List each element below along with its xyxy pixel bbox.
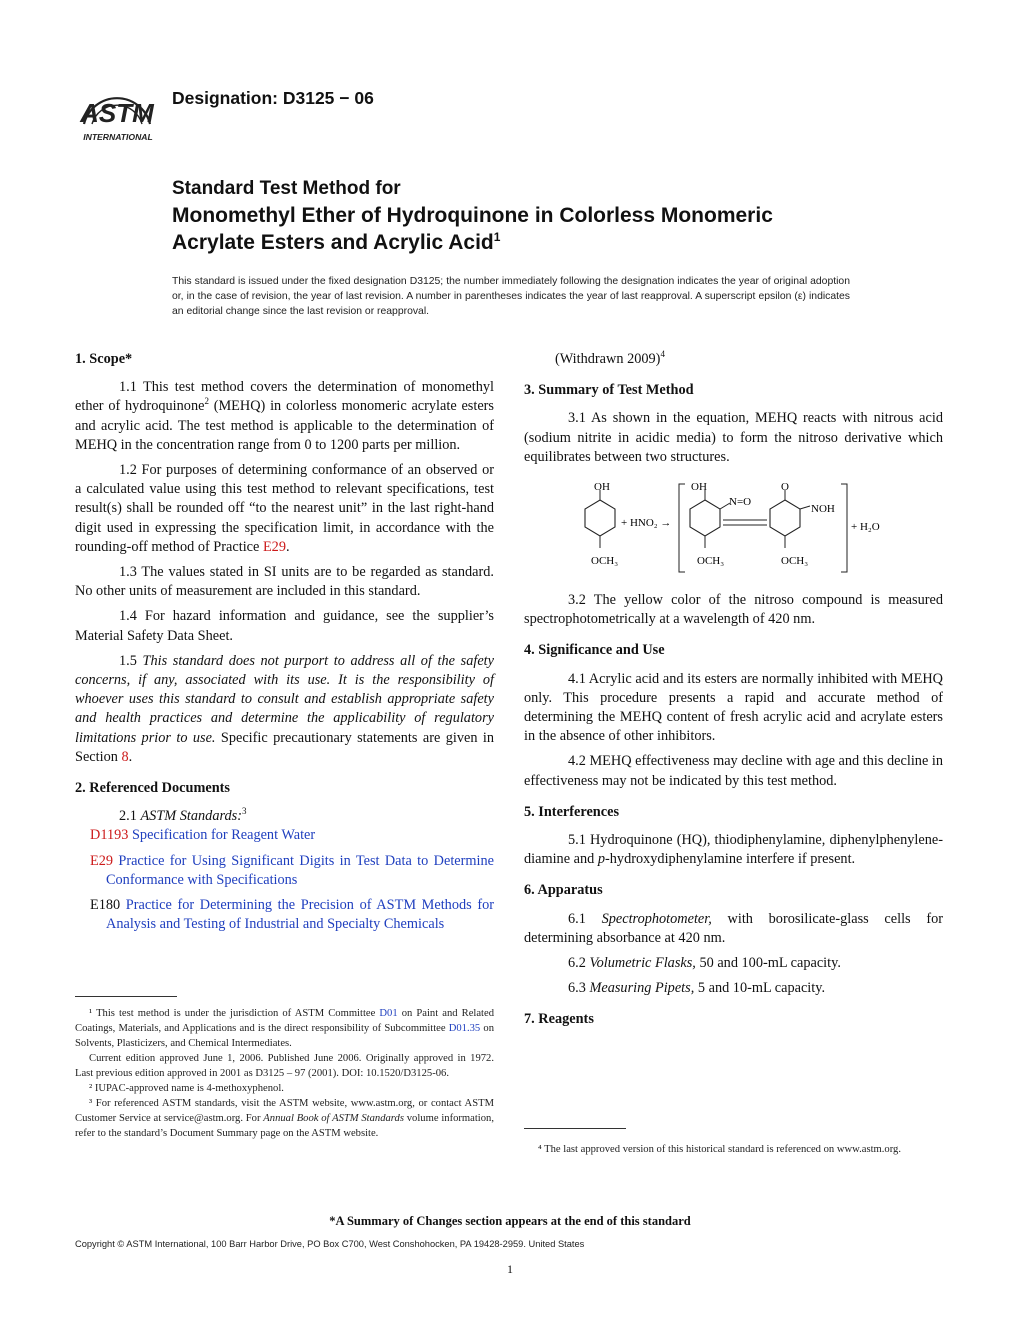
- chemical-equation: [575, 480, 895, 580]
- link-d1193-title[interactable]: Specification for Reagent Water: [128, 827, 316, 844]
- title-footnote-mark[interactable]: 1: [493, 230, 501, 244]
- paragraph-4-1: 4.1 Acrylic acid and its esters are normally inhibited with MEHQ only. This procedure presents a rapid and accurate method of determining the MEHQ content of fresh acrylic acid and acrylate esters in the absence of other inhibitors.: [524, 670, 943, 745]
- left-column: [75, 350, 494, 940]
- document-title: [172, 175, 952, 256]
- product2-o: O: [781, 481, 789, 493]
- paragraph-4-2: 4.2 MEHQ effectiveness may decline with age and this decline in effectiveness may not be indicated by this test method.: [524, 753, 943, 789]
- link-section-8[interactable]: 8: [121, 748, 129, 765]
- reference-e29: [75, 852, 494, 890]
- paragraph-3-2: 3.2 The yellow color of the nitroso compound is measured spectrophotometrically at a wavelength of 420 nm.: [524, 592, 943, 628]
- footnotes-right: [524, 1142, 943, 1157]
- water-product: + H₂O: [851, 521, 880, 533]
- title-line-1: Standard Test Method for: [172, 178, 401, 199]
- footnote-1: ¹ This test method is under the jurisdiction of ASTM Committee D01 on Paint and Related Coatings, Materials, and Applications and is the direct responsibility of Subcommittee D01.35 on Solvents, Plasticizers, and Chemical Intermediates.: [75, 1008, 494, 1049]
- mehq-oh: OH: [594, 481, 610, 493]
- footnote-3: ³ For referenced ASTM standards, visit the ASTM website, www.astm.org, or contact ASTM Customer Service at service@astm.org. For Annual Book of ASTM Standards volume information, refer to the standard’s Document Summary page on the ASTM website.: [75, 1098, 494, 1139]
- title-line-3-text: Acrylate Esters and Acrylic Acid: [172, 231, 494, 254]
- equation-graphic: [575, 480, 895, 580]
- link-d01[interactable]: D01: [379, 1008, 398, 1019]
- footnote-rule-left: [75, 996, 177, 997]
- product2-och3: OCH₃: [781, 555, 809, 567]
- astm-logo: [74, 70, 160, 146]
- paragraph-1-3: 1.3 The values stated in SI units are to be regarded as standard. No other units of measurement are included in this standard.: [75, 564, 494, 600]
- product2-noh: NOH: [811, 503, 835, 515]
- designation: Designation: D3125 − 06: [172, 88, 374, 108]
- page-number: 1: [507, 1262, 513, 1276]
- reference-e180: [75, 896, 494, 934]
- footnote-ref-4[interactable]: 4: [660, 349, 665, 360]
- link-d1193[interactable]: D1193: [90, 827, 129, 844]
- section-heading-reagents: 7. Reagents: [524, 1011, 594, 1028]
- footnotes-left: [75, 1006, 494, 1141]
- footnote-1-edition: Current edition approved June 1, 2006. Published June 2006. Originally approved in 1972. Last previous edition approved in 2001 as D3125 – 97 (2001). DOI: 10.1520/D3125-06.: [75, 1053, 494, 1079]
- link-e29-ref[interactable]: E29: [90, 852, 114, 869]
- paragraph-6-3: 6.3 Measuring Pipets, 5 and 10-mL capacity.: [568, 980, 826, 997]
- title-line-2: Monomethyl Ether of Hydroquinone in Colorless Monomeric: [172, 204, 773, 227]
- mehq-och3: OCH₃: [591, 555, 619, 567]
- copyright: Copyright © ASTM International, 100 Barr Harbor Drive, PO Box C700, West Conshohocken, PA 19428-2959. United States: [75, 1239, 585, 1249]
- paragraph-6-2: 6.2 Volumetric Flasks, 50 and 100-mL capacity.: [568, 955, 841, 972]
- paragraph-3-1: 3.1 As shown in the equation, MEHQ reacts with nitrous acid (sodium nitrite in acidic media) to form the nitroso derivative which equilibrates between two structures.: [524, 410, 943, 465]
- summary-of-changes-note: *A Summary of Changes section appears at the end of this standard: [329, 1214, 691, 1228]
- reagent-label: + HNO₂ →: [621, 517, 672, 529]
- footnote-4: ⁴ The last approved version of this historical standard is referenced on www.astm.org.: [538, 1144, 902, 1155]
- paragraph-6-1: 6.1 Spectrophotometer, with borosilicate-glass cells for determining absorbance at 420 nm.: [524, 910, 943, 946]
- astm-logo-graphic: [74, 70, 160, 146]
- logo-text: ASTM: [80, 98, 154, 128]
- section-heading-significance: 4. Significance and Use: [524, 642, 665, 659]
- section-heading-apparatus: 6. Apparatus: [524, 882, 603, 899]
- product1-no: N=O: [729, 496, 752, 508]
- link-e180-title[interactable]: Practice for Determining the Precision of ASTM Methods for Analysis and Testing of Industrial and Specialty Chemicals: [106, 897, 494, 933]
- section-heading-summary: 3. Summary of Test Method: [524, 382, 694, 399]
- paragraph-5-1: 5.1 Hydroquinone (HQ), thiodiphenylamine, diphenylphenylene-diamine and p-hydroxydiphenylamine interfere if present.: [524, 832, 943, 868]
- link-e29[interactable]: E29: [262, 538, 286, 555]
- link-e29-title[interactable]: Practice for Using Significant Digits in Test Data to Determine Conformance with Specifications: [106, 852, 494, 888]
- section-heading-scope: 1. Scope*: [75, 351, 133, 367]
- e180-code: E180: [90, 897, 121, 914]
- reference-e180-continued: (Withdrawn 2009)$^4$: [555, 349, 665, 367]
- paragraph-1-1: 1.1 This test method covers the determination of monomethyl ether of hydroquinone$^2$ (MEHQ) in colorless monomeric acrylate esters and acrylic acid. The test method is applicable to the determination of MEHQ in the concentration range from 0 to 1200 parts per million.: [75, 379, 495, 453]
- reference-d1193: [75, 826, 494, 845]
- section-heading-interferences: 5. Interferences: [524, 803, 620, 820]
- section-heading-referenced: 2. Referenced Documents: [75, 780, 230, 797]
- footnote-ref-3[interactable]: 3: [242, 806, 247, 817]
- product1-och3: OCH₃: [697, 555, 725, 567]
- footnote-2: ² IUPAC-approved name is 4-methoxyphenol.: [89, 1083, 284, 1094]
- right-column: [524, 350, 943, 1039]
- paragraph-1-5: 1.5 This standard does not purport to address all of the safety concerns, if any, associated with its use. It is the responsibility of whoever uses this standard to consult and establish appropriate safety and health practices and determine the applicability of regulatory limitations prior to use. Specific precautionary statements are given in Section 8.: [75, 652, 494, 765]
- footnote-rule-right: [524, 1128, 626, 1129]
- issuance-note: This standard is issued under the fixed designation D3125; the number immediately following the designation indicates the year of original adoption or, in the case of revision, the year of last revision. A number in parentheses indicates the year of last reapproval. A superscript epsilon (ε) indicates an editorial change since the last revision or reapproval.: [172, 276, 850, 317]
- title-line-3: [172, 229, 952, 256]
- logo-subtext: INTERNATIONAL: [83, 132, 153, 142]
- link-d01-35[interactable]: D01.35: [448, 1023, 481, 1034]
- paragraph-1-2: 1.2 For purposes of determining conformance of an observed or a calculated value using this test method to relevant specifications, test result(s) shall be rounded off “to the nearest unit” in the last right-hand digit used in expressing the specification limit, in accordance with the rounding-off method of Practice E29.: [75, 462, 494, 555]
- paragraph-2-1: 2.1 ASTM Standards:$^3$: [119, 806, 247, 825]
- footnote-ref-2[interactable]: 2: [204, 396, 209, 407]
- product1-oh: OH: [691, 481, 707, 493]
- paragraph-1-4: 1.4 For hazard information and guidance, see the supplier’s Material Safety Data Sheet.: [75, 608, 494, 644]
